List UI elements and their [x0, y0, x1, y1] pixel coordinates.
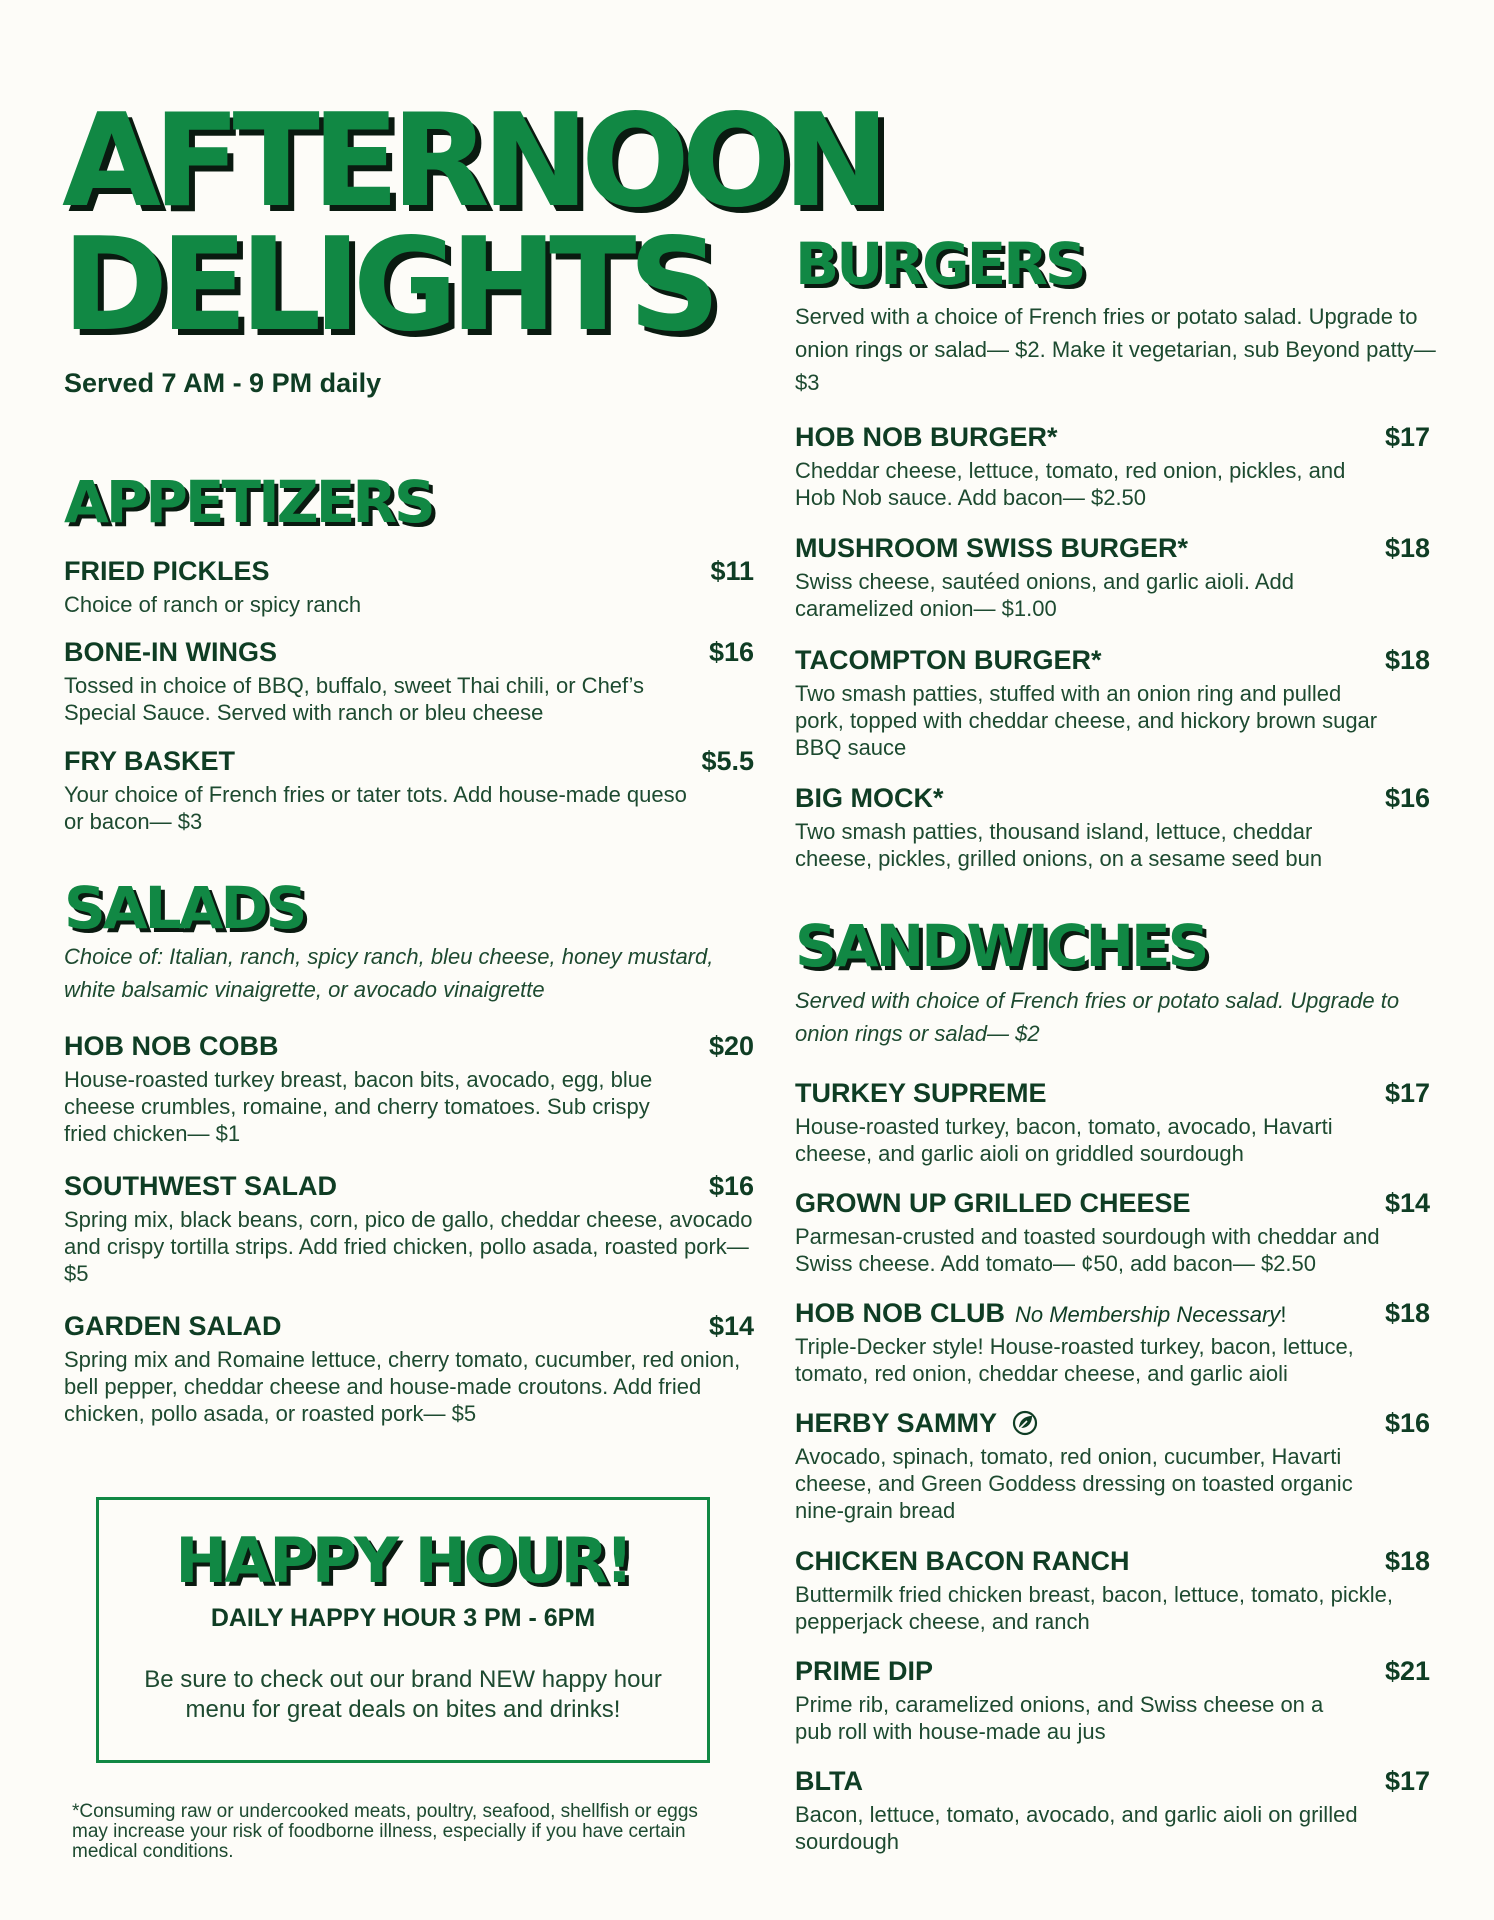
sandwiches-note: Served with choice of French fries or potato salad. Upgrade to onion rings or salad— $2 — [795, 988, 1400, 1046]
item-name: BIG MOCK* — [795, 783, 944, 813]
item-price: $18 — [1384, 1298, 1430, 1328]
item-price: $17 — [1384, 1766, 1430, 1796]
item-description: Spring mix, black beans, corn, pico de gallo, cheddar cheese, avocado and crispy tortilla strips. Add fried chicken, pollo asada, roasted pork— $5 — [64, 1207, 753, 1286]
item-description: Cheddar cheese, lettuce, tomato, red onion, pickles, and Hob Nob sauce. Add bacon— $2.50 — [795, 458, 1346, 510]
item-name: TURKEY SUPREME — [795, 1078, 1047, 1108]
title-line-1: AFTERNOON — [62, 87, 882, 236]
item-price: $14 — [1384, 1188, 1430, 1218]
menu-item — [795, 1188, 1430, 1277]
item-price: $18 — [1384, 533, 1430, 563]
item-name: SOUTHWEST SALAD — [64, 1171, 337, 1201]
menu-item — [795, 1766, 1430, 1855]
service-hours: Served 7 AM - 9 PM daily — [64, 368, 382, 398]
item-price: $16 — [708, 637, 754, 667]
menu-item — [64, 556, 754, 618]
happy-hour-times: DAILY HAPPY HOUR 3 PM - 6PM — [210, 1604, 596, 1632]
item-price: $17 — [1384, 1078, 1430, 1108]
item-name-text: HOB NOB CLUB — [795, 1298, 1005, 1328]
item-description: House-roasted turkey, bacon, tomato, avocado, Havarti cheese, and garlic aioli on griddled sourdough — [795, 1114, 1333, 1166]
menu-item — [795, 1298, 1430, 1387]
item-description: Choice of ranch or spicy ranch — [64, 592, 362, 617]
item-name: TACOMPTON BURGER* — [795, 645, 1102, 675]
item-price: $16 — [708, 1171, 754, 1201]
item-name: BLTA — [795, 1766, 863, 1796]
burgers-note: Served with a choice of French fries or potato salad. Upgrade to onion rings or salad— $2. Make it vegetarian, sub Beyond patty— $3 — [795, 304, 1436, 395]
item-price: $17 — [1384, 422, 1430, 452]
item-name: BONE-IN WINGS — [64, 637, 277, 667]
menu-item — [64, 1171, 754, 1287]
item-description: Parmesan-crusted and toasted sourdough with cheddar and Swiss cheese. Add tomato— ¢50, add bacon— $2.50 — [795, 1224, 1380, 1276]
item-price: $18 — [1384, 1546, 1430, 1576]
menu-item — [64, 637, 754, 726]
title-line-2: DELIGHTS — [62, 211, 713, 360]
item-description: Bacon, lettuce, tomato, avocado, and garlic aioli on grilled sourdough — [795, 1802, 1358, 1854]
item-name: FRIED PICKLES — [64, 556, 270, 586]
item-description: Two smash patties, thousand island, lettuce, cheddar cheese, pickles, grilled onions, on a sesame seed bun — [795, 819, 1323, 871]
item-price: $11 — [710, 556, 754, 586]
item-name-text: HERBY SAMMY — [795, 1408, 997, 1438]
menu-item — [795, 422, 1430, 511]
item-description: Tossed in choice of BBQ, buffalo, sweet Thai chili, or Chef’s Special Sauce. Served with ranch or bleu cheese — [64, 673, 645, 725]
vegetarian-leaf-icon — [1012, 1410, 1038, 1436]
item-description: Spring mix and Romaine lettuce, cherry tomato, cucumber, red onion, bell pepper, cheddar cheese and house-made croutons. Add fried chicken, pollo asada, or roasted pork— $5 — [64, 1347, 741, 1426]
page-title — [62, 87, 882, 360]
item-price: $5.5 — [701, 746, 754, 776]
item-price: $16 — [1384, 1408, 1430, 1438]
item-name — [795, 1408, 1038, 1439]
menu-item — [795, 645, 1430, 761]
item-description: Prime rib, caramelized onions, and Swiss cheese on a pub roll with house-made au jus — [795, 1692, 1324, 1744]
menu-item — [795, 1546, 1430, 1635]
happy-hour-description: Be sure to check out our brand NEW happy hour menu for great deals on bites and drinks! — [144, 1666, 662, 1723]
item-description: Two smash patties, stuffed with an onion ring and pulled pork, topped with cheddar cheese, and hickory brown sugar BBQ sauce — [795, 681, 1378, 760]
menu-item — [795, 783, 1430, 872]
item-price: $14 — [708, 1311, 754, 1341]
sandwiches-heading: SANDWICHES — [795, 912, 1207, 980]
menu-item — [795, 533, 1430, 622]
item-name: HOB NOB COBB — [64, 1031, 279, 1061]
item-name: MUSHROOM SWISS BURGER* — [795, 533, 1189, 563]
burgers-heading: BURGERS — [795, 230, 1084, 298]
menu-item — [795, 1656, 1430, 1745]
item-name: CHICKEN BACON RANCH — [795, 1546, 1130, 1576]
appetizers-heading: APPETIZERS — [64, 468, 433, 536]
item-description: Avocado, spinach, tomato, red onion, cucumber, Havarti cheese, and Green Goddess dressing on toasted organic nine-grain bread — [795, 1444, 1353, 1523]
health-disclaimer: *Consuming raw or undercooked meats, poultry, seafood, shellfish or eggs may increase your risk of foodborne illness, especially if you have certain medical conditions. — [72, 1801, 698, 1862]
item-description: Triple-Decker style! House-roasted turkey, bacon, lettuce, tomato, red onion, cheddar cheese, and garlic aioli — [795, 1334, 1354, 1386]
item-name: HOB NOB BURGER* — [795, 422, 1058, 452]
happy-hour-box — [96, 1497, 710, 1763]
item-price: $20 — [708, 1031, 754, 1061]
item-price: $18 — [1384, 645, 1430, 675]
menu-item — [64, 1311, 754, 1427]
salads-heading: SALADS — [64, 874, 305, 942]
item-name: GROWN UP GRILLED CHEESE — [795, 1188, 1191, 1218]
menu-item — [64, 746, 754, 835]
item-name: FRY BASKET — [64, 746, 236, 776]
item-name — [795, 1298, 1286, 1329]
menu-item — [64, 1031, 754, 1147]
salads-dressing-note: Choice of: Italian, ranch, spicy ranch, bleu cheese, honey mustard, white balsamic vinaigrette, or avocado vinaigrette — [64, 944, 714, 1002]
item-name: PRIME DIP — [795, 1656, 934, 1686]
menu-item — [795, 1078, 1430, 1167]
item-description: House-roasted turkey breast, bacon bits, avocado, egg, blue cheese crumbles, romaine, and cherry tomatoes. Sub crispy fried chicken— $1 — [64, 1067, 653, 1146]
item-description: Buttermilk fried chicken breast, bacon, lettuce, tomato, pickle, pepperjack cheese, and ranch — [795, 1582, 1393, 1634]
menu-item — [795, 1408, 1430, 1524]
item-description: Your choice of French fries or tater tots. Add house-made queso or bacon— $3 — [64, 782, 687, 834]
item-price: $16 — [1384, 783, 1430, 813]
item-name: GARDEN SALAD — [64, 1311, 282, 1341]
item-name-note: No Membership Necessary! — [1015, 1302, 1287, 1327]
happy-hour-title: HAPPY HOUR! — [175, 1524, 631, 1597]
item-price: $21 — [1384, 1656, 1430, 1686]
item-description: Swiss cheese, sautéed onions, and garlic aioli. Add caramelized onion— $1.00 — [795, 569, 1294, 621]
